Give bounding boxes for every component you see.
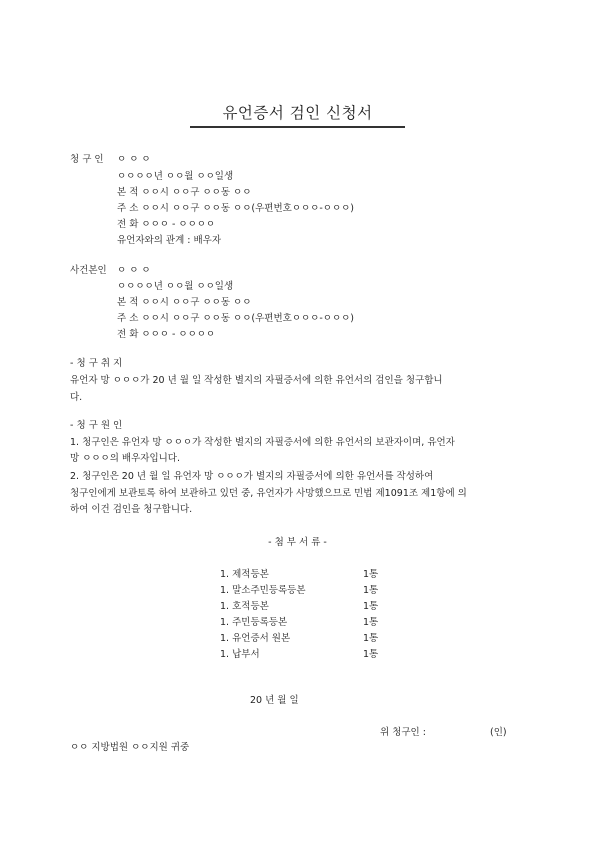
applicant-phone: 전 화 ㅇㅇㅇ - ㅇㅇㅇㅇ (117, 219, 216, 230)
applicant-name: ㅇ ㅇ ㅇ (117, 154, 151, 165)
applicant-domicile: 본 적 ㅇㅇ시 ㅇㅇ구 ㅇㅇ동 ㅇㅇ (117, 187, 252, 198)
purpose-heading: - 청 구 취 지 (70, 358, 123, 369)
attachment-name: 1. 말소주민등록등본 (220, 585, 306, 596)
signature-label: 위 청구인 : (380, 727, 426, 738)
principal-domicile: 본 적 ㅇㅇ시 ㅇㅇ구 ㅇㅇ동 ㅇㅇ (117, 297, 252, 308)
principal-label: 사건본인 (70, 265, 107, 276)
seal-mark: (인) (490, 727, 507, 738)
applicant-relation: 유언자와의 관계 : 배우자 (117, 235, 222, 246)
applicant-birth: ㅇㅇㅇㅇ년 ㅇㅇ월 ㅇㅇ일생 (117, 171, 234, 182)
filing-date: 20 년 월 일 (250, 695, 299, 706)
attachment-count: 1통 (363, 633, 379, 644)
attachment-name: 1. 호적등본 (220, 601, 269, 612)
reasons-line: 망 ㅇㅇㅇ의 배우자입니다. (70, 453, 181, 464)
attachment-name: 1. 유언증서 원본 (220, 633, 291, 644)
purpose-line: 유언자 망 ㅇㅇㅇ가 20 년 월 일 작성한 별지의 자필증서에 의한 유언서의 검인을 청구합니 (70, 375, 443, 386)
attachment-count: 1통 (363, 601, 379, 612)
reasons-heading: - 청 구 원 인 (70, 420, 123, 431)
attachment-count: 1통 (363, 585, 379, 596)
applicant-address: 주 소 ㅇㅇ시 ㅇㅇ구 ㅇㅇ동 ㅇㅇ(우편번호ㅇㅇㅇ-ㅇㅇㅇ) (117, 203, 355, 214)
reasons-line: 청구인에게 보관토록 하여 보관하고 있던 중, 유언자가 사망했으므로 민법 제1091조 제1항에 의 (70, 488, 467, 499)
principal-address: 주 소 ㅇㅇ시 ㅇㅇ구 ㅇㅇ동 ㅇㅇ(우편번호ㅇㅇㅇ-ㅇㅇㅇ) (117, 313, 355, 324)
purpose-line: 다. (70, 392, 83, 403)
principal-birth: ㅇㅇㅇㅇ년 ㅇㅇ월 ㅇㅇ일생 (117, 281, 234, 292)
court-addressee: ㅇㅇ 지방법원 ㅇㅇ지원 귀중 (70, 742, 190, 753)
applicant-label: 청 구 인 (70, 154, 104, 165)
document-title: 유언증서 검인 신청서 (190, 104, 405, 128)
reasons-line: 1. 청구인은 유언자 망 ㅇㅇㅇ가 작성한 별지의 자필증서에 의한 유언서의 보관자이며, 유언자 (70, 437, 455, 448)
attachment-count: 1통 (363, 649, 379, 660)
attachment-name: 1. 제적등본 (220, 569, 269, 580)
principal-phone: 전 화 ㅇㅇㅇ - ㅇㅇㅇㅇ (117, 329, 216, 340)
principal-name: ㅇ ㅇ ㅇ (117, 265, 151, 276)
attachment-name: 1. 납부서 (220, 649, 260, 660)
attachment-name: 1. 주민등록등본 (220, 617, 288, 628)
reasons-line: 하여 이건 검인을 청구합니다. (70, 504, 193, 515)
attachments-heading: - 첨 부 서 류 - (268, 537, 327, 548)
attachment-count: 1통 (363, 569, 379, 580)
reasons-line: 2. 청구인은 20 년 월 일 유언자 망 ㅇㅇㅇ가 별지의 자필증서에 의한 유언서를 작성하여 (70, 471, 434, 482)
attachment-count: 1통 (363, 617, 379, 628)
